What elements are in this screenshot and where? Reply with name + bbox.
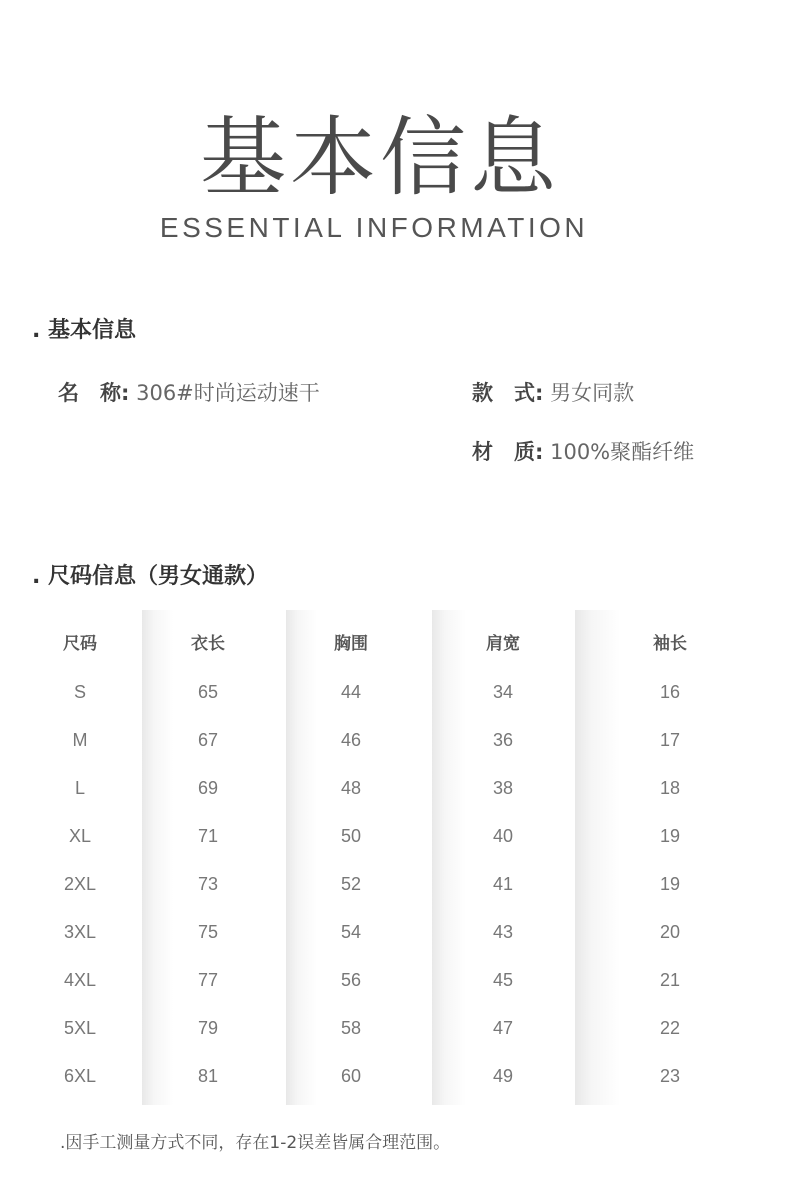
size-table-cell: 19 — [659, 874, 681, 894]
size-table-cell: 67 — [197, 730, 219, 750]
size-table-cell: 81 — [197, 1066, 219, 1086]
size-table-cell: 58 — [340, 1018, 362, 1038]
field-style-value: 男女同款 — [550, 381, 635, 405]
size-table-cell: 22 — [659, 1018, 681, 1038]
size-table-cell: S — [73, 682, 86, 702]
size-table-cell: 4XL — [63, 970, 97, 990]
size-table-cell: 21 — [659, 970, 681, 990]
size-table-cell: 23 — [659, 1066, 681, 1086]
field-material — [472, 437, 694, 467]
size-table-cell: 71 — [197, 826, 219, 846]
size-table-cell: 56 — [340, 970, 362, 990]
size-table-cell: 65 — [197, 682, 219, 702]
size-table-cell: 45 — [492, 970, 514, 990]
size-table-cell: 43 — [492, 922, 514, 942]
basic-info-heading: . 基本信息 — [32, 318, 137, 343]
size-table-cell: 19 — [659, 826, 681, 846]
field-name-value: 306#时尚运动速干 — [136, 381, 320, 405]
size-table-cell: 5XL — [63, 1018, 97, 1038]
size-table-header-length: 衣长 — [191, 634, 225, 654]
size-table-cell: 46 — [340, 730, 362, 750]
measurement-note: .因手工测量方式不同，存在1-2误差皆属合理范围。 — [60, 1133, 451, 1153]
page-subtitle: ESSENTIAL INFORMATION — [159, 212, 589, 243]
size-table-header-chest: 胸围 — [334, 634, 368, 654]
size-table-cell: 47 — [492, 1018, 514, 1038]
size-table-column-shoulder — [432, 610, 574, 1105]
size-table-cell: 77 — [197, 970, 219, 990]
size-table-cell: M — [72, 730, 88, 750]
page-title: 基本信息 — [200, 108, 560, 208]
size-table-column-size — [10, 610, 150, 1105]
size-table-header-size: 尺码 — [63, 634, 97, 654]
size-table-cell: 2XL — [63, 874, 97, 894]
field-name — [58, 378, 320, 408]
size-table-cell: 52 — [340, 874, 362, 894]
field-material-value: 100%聚酯纤维 — [550, 440, 695, 464]
size-table-header-sleeve: 袖长 — [653, 634, 687, 654]
size-table-cell: 75 — [197, 922, 219, 942]
size-table-cell: 44 — [340, 682, 362, 702]
size-table-column-chest — [286, 610, 416, 1105]
size-table-cell: 48 — [340, 778, 362, 798]
size-table-cell: XL — [68, 826, 92, 846]
size-table-cell: 50 — [340, 826, 362, 846]
size-table-cell: 34 — [492, 682, 514, 702]
size-table-cell: 41 — [492, 874, 514, 894]
field-style — [472, 378, 634, 408]
size-table-cell: 18 — [659, 778, 681, 798]
field-style-label: 款 式: — [472, 381, 544, 405]
size-table-cell: 79 — [197, 1018, 219, 1038]
size-table-cell: 16 — [659, 682, 681, 702]
size-table-cell: 38 — [492, 778, 514, 798]
field-material-label: 材 质: — [472, 440, 544, 464]
size-table-cell: 3XL — [63, 922, 97, 942]
size-table-header-shoulder: 肩宽 — [486, 634, 520, 654]
size-table-cell: 36 — [492, 730, 514, 750]
size-table-cell: 20 — [659, 922, 681, 942]
size-table-cell: 49 — [492, 1066, 514, 1086]
size-table-cell: 69 — [197, 778, 219, 798]
size-info-heading: . 尺码信息（男女通款） — [32, 564, 269, 589]
size-table-cell: L — [74, 778, 85, 798]
size-table-column-length — [142, 610, 274, 1105]
size-table-cell: 40 — [492, 826, 514, 846]
size-table-cell: 17 — [659, 730, 681, 750]
size-table-cell: 54 — [340, 922, 362, 942]
size-table-column-sleeve — [575, 610, 765, 1105]
size-table-cell: 73 — [197, 874, 219, 894]
size-table-cell: 60 — [340, 1066, 362, 1086]
field-name-label: 名 称: — [58, 381, 130, 405]
size-table-cell: 6XL — [63, 1066, 97, 1086]
size-table — [10, 610, 790, 1105]
